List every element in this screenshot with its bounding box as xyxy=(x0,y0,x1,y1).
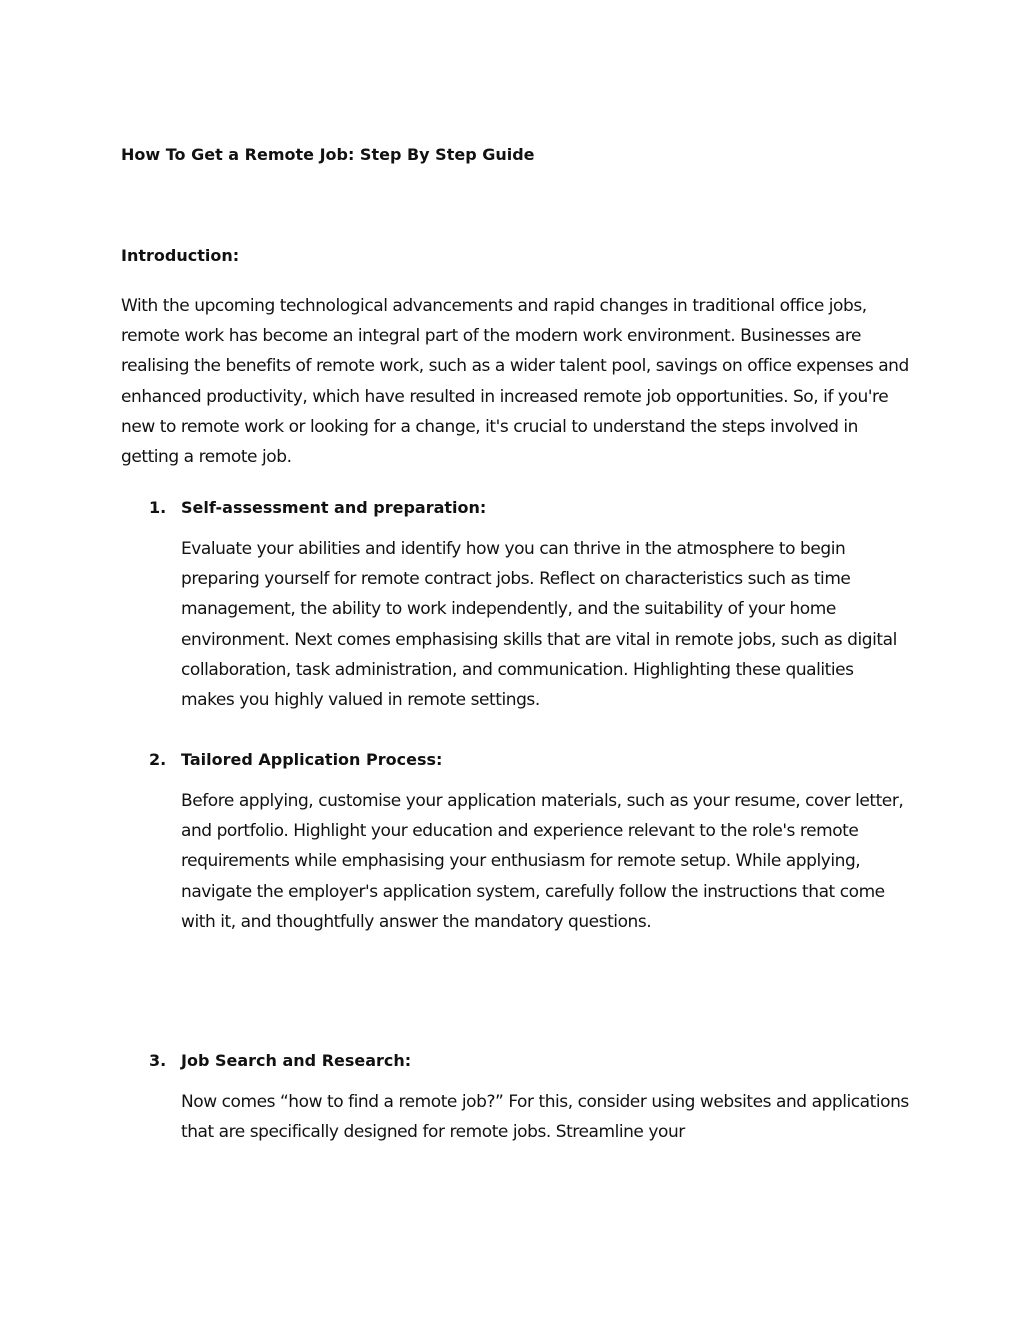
document-title: How To Get a Remote Job: Step By Step Guide xyxy=(121,145,535,164)
step-1-number: 1. xyxy=(149,498,167,517)
step-2-heading: Tailored Application Process: xyxy=(181,750,443,769)
intro-paragraph: With the upcoming technological advancements and rapid changes in traditional office jobs, remote work has become an integral part of the modern work environment. Businesses are realising the benefits of remote work, such as a wider talent pool, savings on office expenses and enhanced productivity, which have resulted in increased remote job opportunities. So, if you're new to remote work or looking for a change, it's crucial to understand the steps involved in getting a remote job. xyxy=(121,296,909,468)
step-1-paragraph: Evaluate your abilities and identify how you can thrive in the atmosphere to begin preparing yourself for remote contract jobs. Reflect on characteristics such as time management, the ability to work independently, and the suitability of your home environment. Next comes emphasising skills that are vital in remote jobs, such as digital collaboration, task administration, and communication. Highlighting these qualities makes you highly valued in remote settings. xyxy=(181,539,897,711)
intro-heading: Introduction: xyxy=(121,246,240,265)
step-3-number: 3. xyxy=(149,1051,167,1070)
step-3-heading: Job Search and Research: xyxy=(181,1051,412,1070)
step-2-number: 2. xyxy=(149,750,167,769)
step-3-paragraph: Now comes “how to find a remote job?” For this, consider using websites and applications that are specifically designed for remote jobs. Streamline your xyxy=(181,1092,909,1143)
step-1-heading: Self-assessment and preparation: xyxy=(181,498,487,517)
step-2-paragraph: Before applying, customise your application materials, such as your resume, cover letter, and portfolio. Highlight your education and experience relevant to the role's remote requirements while emphasising your enthusiasm for remote setup. While applying, navigate the employer's application system, carefully follow the instructions that come with it, and thoughtfully answer the mandatory questions. xyxy=(181,791,904,932)
